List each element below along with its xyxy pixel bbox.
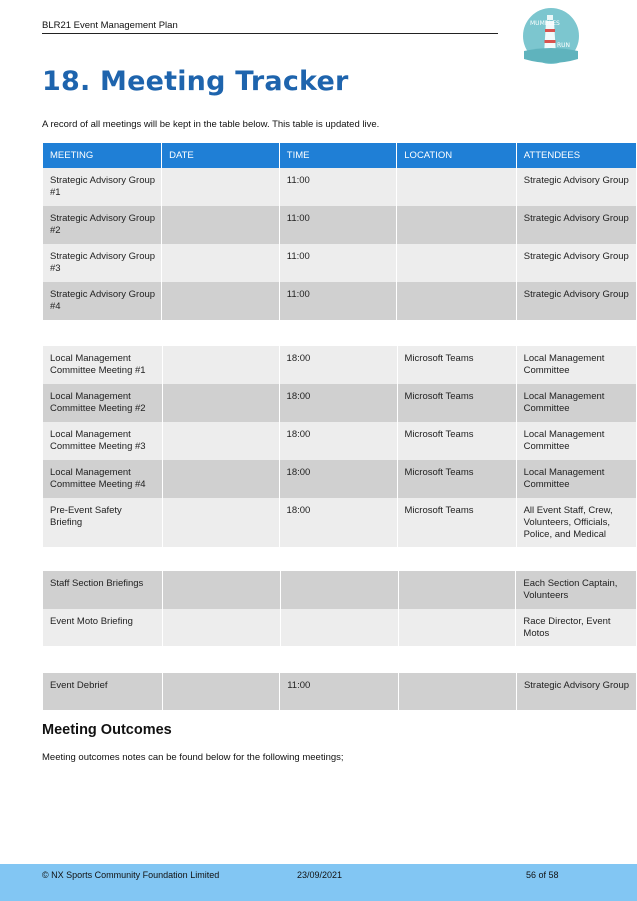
cell-meeting: Strategic Advisory Group #1 <box>43 168 162 206</box>
event-logo <box>520 7 582 65</box>
cell-time: 18:00 <box>279 498 397 547</box>
meeting-table-strategic <box>43 143 637 320</box>
cell-attendees: Strategic Advisory Group <box>516 206 636 244</box>
column-header: DATE <box>162 143 280 168</box>
cell-attendees: Local Management Committee <box>516 460 636 498</box>
cell-meeting: Strategic Advisory Group #4 <box>43 282 162 320</box>
cell-meeting: Staff Section Briefings <box>43 571 163 609</box>
cell-time: 11:00 <box>279 282 397 320</box>
cell-location: Microsoft Teams <box>397 346 516 384</box>
table-row <box>43 282 637 320</box>
cell-attendees: Local Management Committee <box>516 422 636 460</box>
cell-time: 18:00 <box>279 422 397 460</box>
table-row <box>43 206 637 244</box>
cell-meeting: Strategic Advisory Group #2 <box>43 206 162 244</box>
table-row <box>43 168 637 206</box>
cell-date <box>163 571 281 609</box>
cell-meeting: Local Management Committee Meeting #4 <box>43 460 163 498</box>
meeting-table-debrief <box>43 673 637 710</box>
document-header-title: BLR21 Event Management Plan <box>42 20 178 31</box>
cell-attendees: All Event Staff, Crew, Volunteers, Officials, Police, and Medical <box>516 498 636 547</box>
table-row <box>43 422 637 460</box>
cell-location <box>397 168 517 206</box>
cell-meeting: Pre-Event Safety Briefing <box>43 498 163 547</box>
cell-date <box>162 673 280 710</box>
cell-time <box>280 609 398 646</box>
cell-meeting: Local Management Committee Meeting #1 <box>43 346 163 384</box>
column-header: MEETING <box>43 143 162 168</box>
table-row <box>43 346 637 384</box>
cell-location <box>397 244 517 282</box>
cell-attendees: Strategic Advisory Group <box>516 244 636 282</box>
meeting-table-local <box>43 346 637 547</box>
cell-date <box>162 168 280 206</box>
column-header: TIME <box>279 143 397 168</box>
cell-location <box>398 609 516 646</box>
table-row <box>43 571 637 609</box>
cell-date <box>163 384 279 422</box>
cell-date <box>162 282 280 320</box>
page-footer <box>0 864 637 901</box>
cell-time: 18:00 <box>279 384 397 422</box>
page-title: 18. Meeting Tracker <box>42 66 349 97</box>
table-row <box>43 498 637 547</box>
cell-date <box>163 460 279 498</box>
column-header: ATTENDEES <box>516 143 636 168</box>
cell-date <box>163 422 279 460</box>
cell-meeting: Local Management Committee Meeting #3 <box>43 422 163 460</box>
footer-date: 23/09/2021 <box>297 870 343 880</box>
cell-meeting: Event Debrief <box>43 673 162 710</box>
table-row <box>43 609 637 646</box>
cell-time: 11:00 <box>279 244 397 282</box>
cell-date <box>163 346 279 384</box>
cell-location <box>397 206 517 244</box>
table-header-row <box>43 143 637 168</box>
cell-time: 11:00 <box>280 673 399 710</box>
svg-text:RUN: RUN <box>557 42 571 49</box>
intro-text: A record of all meetings will be kept in the table below. This table is updated live. <box>42 119 380 130</box>
cell-date <box>162 244 280 282</box>
header-divider <box>42 33 498 34</box>
table-row <box>43 460 637 498</box>
table-row <box>43 673 637 710</box>
cell-meeting: Local Management Committee Meeting #2 <box>43 384 163 422</box>
cell-location <box>398 571 516 609</box>
footer-page-number: 56 of 58 <box>526 870 559 880</box>
outcomes-text: Meeting outcomes notes can be found below for the following meetings; <box>42 752 344 763</box>
cell-time: 18:00 <box>279 460 397 498</box>
cell-time: 11:00 <box>279 206 397 244</box>
cell-meeting: Strategic Advisory Group #3 <box>43 244 162 282</box>
cell-location <box>397 282 517 320</box>
outcomes-heading: Meeting Outcomes <box>42 722 172 738</box>
column-header: LOCATION <box>397 143 517 168</box>
cell-location: Microsoft Teams <box>397 460 516 498</box>
cell-location <box>399 673 517 710</box>
cell-attendees: Strategic Advisory Group <box>516 673 636 710</box>
cell-time <box>280 571 398 609</box>
cell-attendees: Race Director, Event Motos <box>516 609 637 646</box>
cell-location: Microsoft Teams <box>397 498 516 547</box>
svg-text:MUMBLES: MUMBLES <box>530 20 560 27</box>
cell-attendees: Each Section Captain, Volunteers <box>516 571 637 609</box>
meeting-table-briefings <box>43 571 637 646</box>
cell-attendees: Strategic Advisory Group <box>516 282 636 320</box>
footer-organization: © NX Sports Community Foundation Limited <box>42 870 220 880</box>
table-row <box>43 244 637 282</box>
cell-location: Microsoft Teams <box>397 384 516 422</box>
cell-attendees: Strategic Advisory Group <box>516 168 636 206</box>
cell-time: 18:00 <box>279 346 397 384</box>
table-row <box>43 384 637 422</box>
cell-attendees: Local Management Committee <box>516 384 636 422</box>
cell-date <box>162 206 280 244</box>
cell-date <box>163 498 279 547</box>
cell-date <box>163 609 281 646</box>
cell-meeting: Event Moto Briefing <box>43 609 163 646</box>
cell-time: 11:00 <box>279 168 397 206</box>
cell-attendees: Local Management Committee <box>516 346 636 384</box>
cell-location: Microsoft Teams <box>397 422 516 460</box>
